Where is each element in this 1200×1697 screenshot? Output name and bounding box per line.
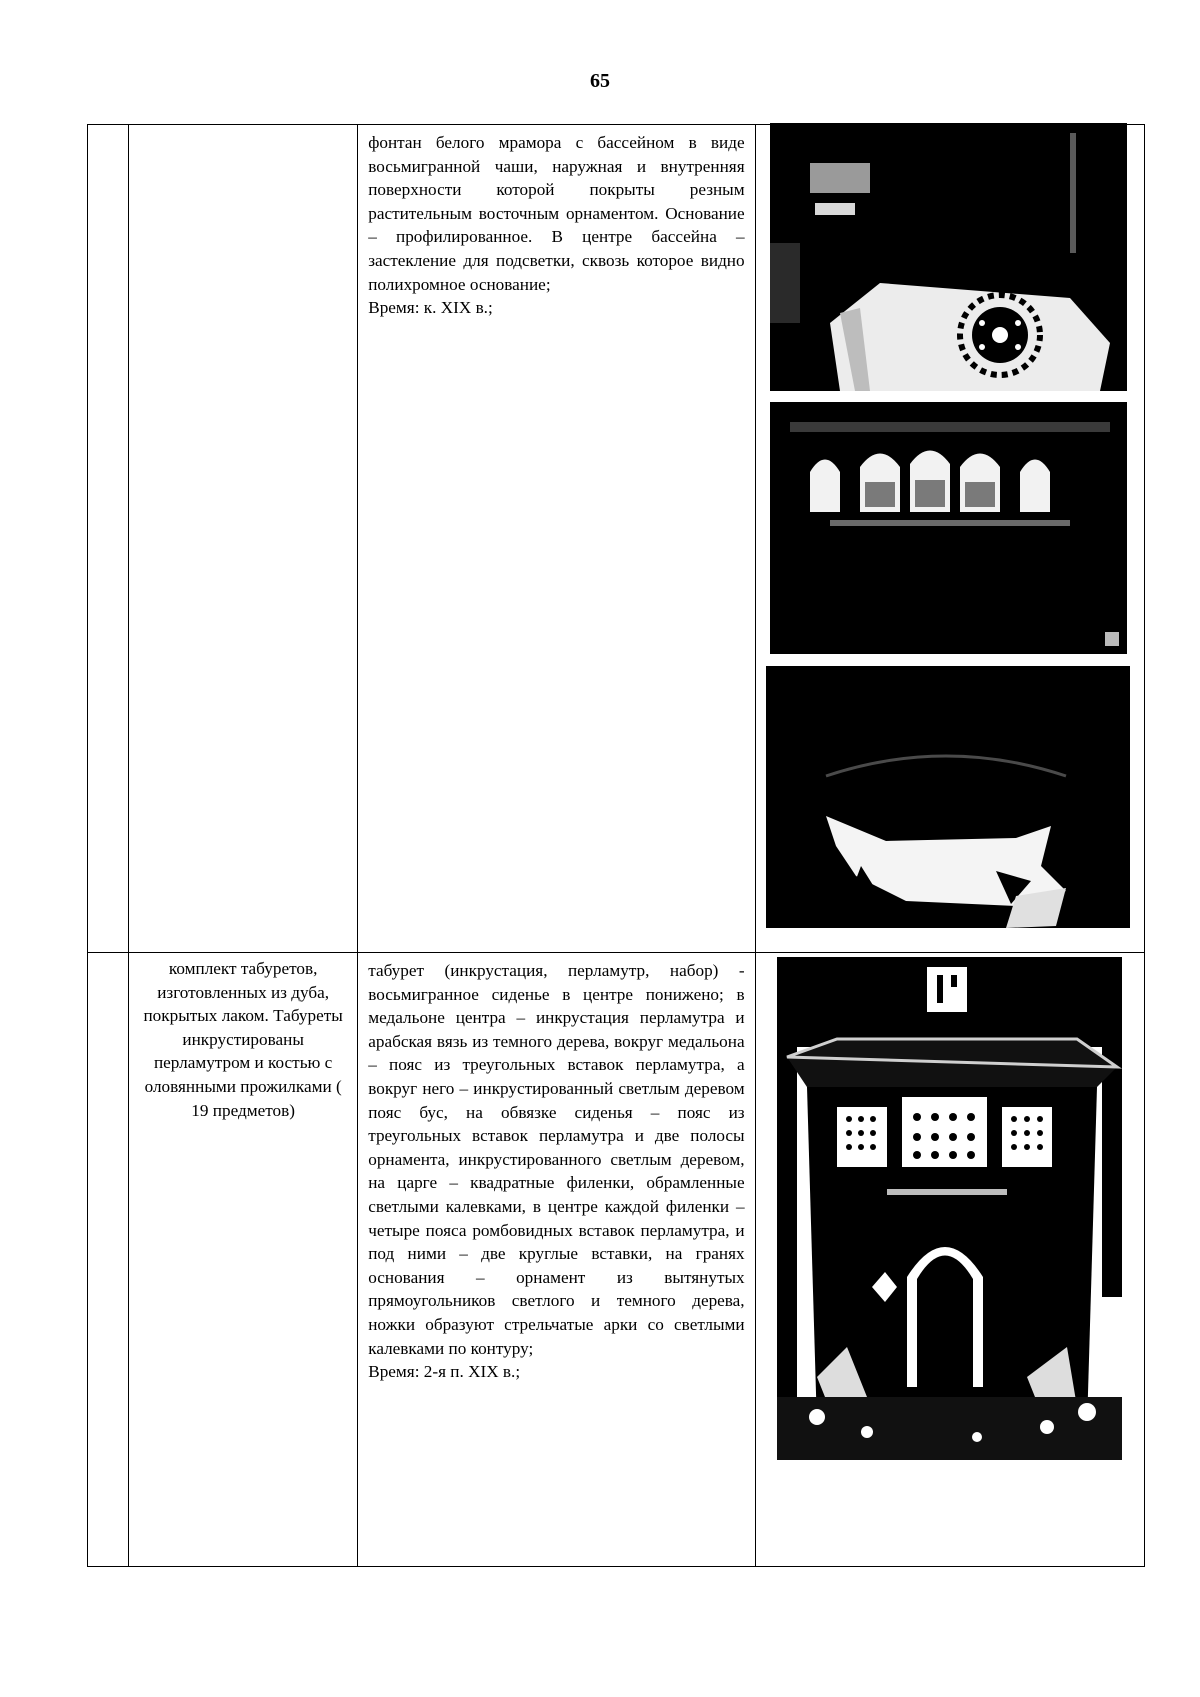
table-row (88, 125, 1145, 953)
description-cell (358, 125, 755, 953)
number-cell (88, 125, 129, 953)
description-cell (358, 953, 755, 1567)
arched-niche-photo (770, 402, 1127, 654)
number-cell (88, 953, 129, 1567)
photo-cell (755, 125, 1144, 953)
item-name: комплект табуретов, изготовленных из дуба, покрытых лаком. Табуреты инкрустированы перламутром и костью с оловянными прожилками ( 19 предметов) (143, 959, 343, 1120)
item-name-cell (129, 953, 358, 1567)
page-number: 65 (590, 70, 610, 92)
fountain-basin-photo (770, 123, 1127, 391)
item-name (129, 125, 357, 129)
table-row (88, 953, 1145, 1567)
photo-cell (755, 953, 1144, 1567)
item-name-cell (129, 125, 358, 953)
description-text: табурет (инкрустация, перламутр, набор) - восьмигранное сиденье в центре понижено; в медальоне центра – инкрустация перламутра и арабская вязь из темного дерева, вокруг медальона – пояс из треугольных вставок перламутра, а вокруг него – инкрустированный светлым деревом пояс бус, на обвязке сиденья – пояс из треугольных вставок перламутра и две полосы орнамента, инкрустированного светлым деревом, на царге – квадратные филенки, обрамленные светлыми калевками, в центре каждой филенки – четыре пояса ромбовидных вставок перламутра, и под ними – две круглые вставки, на гранях основания – орнамент из вытянутых прямоугольников светлого и темного дерева, ножки образуют стрельчатые арки со светлыми калевками по контуру; (368, 961, 745, 1358)
dating-text: Время: 2-я п. XIX в.; (368, 1362, 521, 1382)
basin-close-up-photo (766, 666, 1130, 928)
inlaid-stool-photo (777, 957, 1122, 1460)
dating-text: Время: к. XIX в.; (368, 298, 493, 318)
inventory-table (87, 124, 1145, 1567)
description-text: фонтан белого мрамора с бассейном в виде восьмигранной чаши, наружная и внутренняя поверхности которой покрыты резным растительным восточным орнаментом. Основание – профилированное. В центре бассейна – застекление для подсветки, сквозь которое видно полихромное основание; (368, 133, 745, 294)
